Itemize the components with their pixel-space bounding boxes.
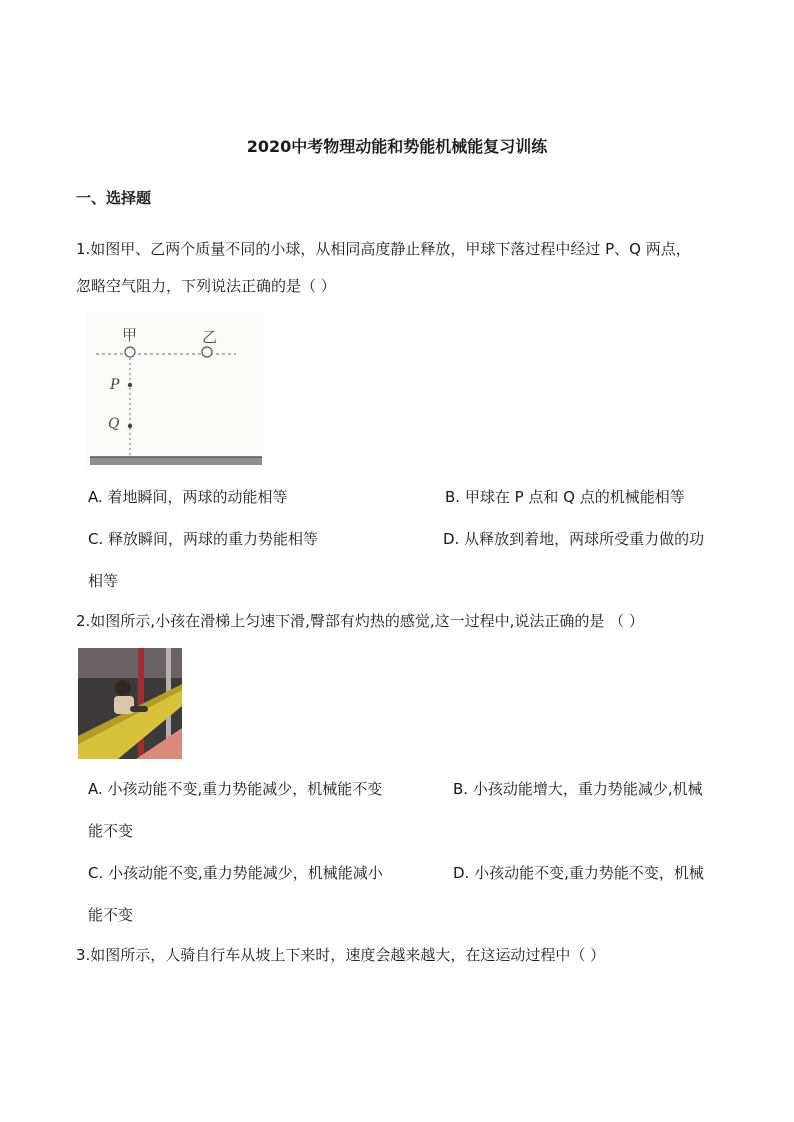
question-2-line-1: 2.如图所示,小孩在滑梯上匀速下滑,臀部有灼热的感觉,这一过程中,说法正确的是 （ ）: [76, 612, 644, 630]
q2-option-b: B. 小孩动能增大，重力势能减少,机械: [453, 780, 703, 798]
ball-yi: [202, 347, 212, 357]
label-yi: 乙: [202, 328, 218, 346]
q2-option-b-continued: 能不变: [88, 822, 134, 840]
q1-option-d: D. 从释放到着地，两球所受重力做的功: [443, 530, 705, 548]
label-q: Q: [108, 416, 120, 432]
point-p: [128, 383, 132, 387]
point-q: [128, 424, 132, 428]
label-p: P: [110, 377, 120, 393]
label-jia: 甲: [122, 326, 138, 344]
q1-option-a: A. 着地瞬间，两球的动能相等: [88, 488, 288, 506]
q1-option-c: C. 释放瞬间，两球的重力势能相等: [88, 530, 319, 548]
q2-option-d-continued: 能不变: [88, 906, 134, 924]
photo-child-head: [115, 680, 131, 696]
slide-photo: [78, 648, 182, 759]
question-1-line-2: 忽略空气阻力，下列说法正确的是（ ）: [76, 277, 336, 295]
question-3-line-1: 3.如图所示，人骑自行车从坡上下来时，速度会越来越大，在这运动过程中（ ）: [76, 946, 606, 964]
q2-option-d: D. 小孩动能不变,重力势能不变，机械: [453, 864, 704, 882]
section-heading: 一、选择题: [76, 189, 152, 207]
photo-child-legs: [130, 706, 148, 712]
q2-option-a: A. 小孩动能不变,重力势能减少，机械能不变: [88, 780, 383, 798]
photo-child-body: [114, 696, 134, 714]
q2-option-c: C. 小孩动能不变,重力势能减少，机械能减小: [88, 864, 383, 882]
q1-option-b: B. 甲球在 P 点和 Q 点的机械能相等: [445, 488, 685, 506]
q1-option-d-continued: 相等: [88, 572, 119, 590]
falling-balls-figure: [86, 312, 264, 470]
page-title: 2020中考物理动能和势能机械能复习训练: [246, 137, 548, 156]
question-1-line-1: 1.如图甲、乙两个质量不同的小球，从相同高度静止释放，甲球下落过程中经过 P、Q 两点，: [76, 240, 691, 258]
ball-jia: [125, 347, 135, 357]
ground: [90, 457, 262, 465]
